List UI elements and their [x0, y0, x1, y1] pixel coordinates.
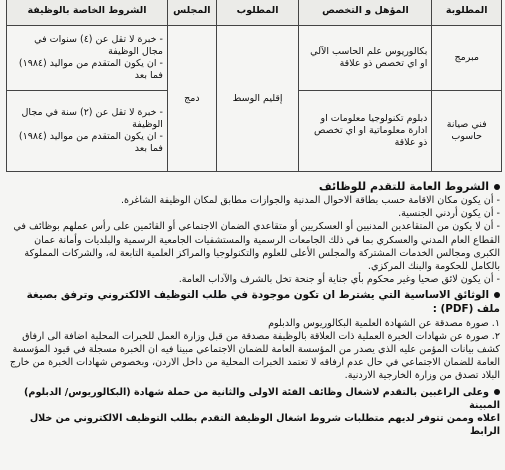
documents-heading — [6, 289, 500, 316]
documents-heading-text: الوثائق الاساسية التي يشترط ان تكون موجودة في طلب التوظيف الالكتروني وترفق بصيغة ملف (PDF) : — [26, 289, 500, 316]
general-item: - أن يكون لائق صحيا وغير محكوم بأي جناية أو جنحة تخل بالشرف والآداب العامة. — [178, 274, 500, 286]
condition-line: - ان يكون المتقدم من مواليد (١٩٨٤) فما بعد — [18, 131, 163, 154]
header-qualification: المؤهل و التخصص — [299, 0, 432, 26]
header-job-title: المطلوبة — [432, 0, 502, 26]
cell-region: إقليم الوسط — [216, 26, 299, 172]
cell-job-title: مبرمج — [432, 26, 502, 91]
header-governorate: المجلس — [167, 0, 216, 26]
cell-job-title: فني صيانة حاسوب — [432, 91, 502, 172]
document-item: ١. صورة مصدقة عن الشهادة العلمية البكالوريوس والدبلوم — [268, 317, 500, 329]
cell-conditions — [7, 91, 168, 172]
header-conditions: الشروط الخاصة بالوظيفة — [7, 0, 168, 26]
bullet-icon — [494, 389, 500, 395]
closing-line-1: وعلى الراغبين بالتقدم لاشغال وظائف الفئة الاولى والثانية من حملة شهادة (البكالوريوس/ الدبلوم) المبينة — [24, 386, 500, 411]
cell-qualification: بكالوريوس علم الحاسب الآلي او اي تخصص ذو علاقة — [299, 26, 432, 91]
general-conditions-heading — [6, 180, 500, 194]
condition-line: - خبرة لا تقل عن (٤) سنوات في مجال الوظيفة — [34, 34, 163, 57]
header-region: المطلوب — [216, 0, 299, 26]
condition-line: - خبرة لا تقل عن (٢) سنة في مجال الوظيفة — [21, 107, 163, 130]
general-item: - أن يكون مكان الاقامة حسب بطاقة الاحوال المدنية والجوازات مطابق لمكان الوظيفة الشاغرة. — [121, 195, 500, 206]
document-item: ٢. صورة عن شهادات الخبرة العملية ذات العلاقة بالوظيفة مصدقة من قبل وزارة العمل للخبرات المحلية اضافة الى ارفاق كشف بيانات المؤمن عليه الذي يصدر من المؤسسة العامة للضمان الاجتماعي مبينا فيه ان الخبرة مسجلة في قيود المؤسسة العامة للضمان الاجتماعي في حال عدم ارفاقه لا تعتمد الخبرات المحلية من داخل الاردن، وبخصوص شهادات الخبرة من خارج البلاد تصدق من وزارة الخارجية الاردنية. — [9, 330, 500, 382]
table-row — [7, 26, 502, 91]
cell-qualification: دبلوم تكنولوجيا معلومات او ادارة معلوماتية او اي تخصص ذو علاقة — [299, 91, 432, 172]
general-item: - أن لا يكون من المتقاعدين المدنيين أو العسكريين أو متقاعدي الضمان الاجتماعي أو القائمين على رأس عملهم بوظائف في القطاع العام المدني والعسكري بما في ذلك الجامعات الرسمية والمستشفيات الجامعية الرسمية والبلديات وأمانة عمان الكبرى ومجالس الخدمات المشتركة والمجلس الأعلى للعلوم والتكنولوجيا والمراكز العلمية التابعة له، والشركات المملوكة بالكامل للحكومة والبنك المركزي. — [13, 221, 500, 273]
closing-line — [6, 386, 500, 412]
bullet-icon — [494, 184, 500, 190]
bullet-icon — [494, 292, 500, 298]
condition-line: - ان يكون المتقدم من مواليد (١٩٨٤) فما بعد — [18, 58, 163, 81]
announcement-text — [6, 178, 500, 438]
jobs-table — [6, 0, 502, 172]
cell-conditions — [7, 26, 168, 91]
general-heading-text: الشروط العامة للتقدم للوظائف — [318, 180, 489, 193]
table-header-row — [7, 0, 502, 26]
closing-line-2: اعلاه وممن تتوفر لديهم متطلبات شروط اشغال الوظيفة التقدم بطلب التوظيف الالكتروني من خلال الرابط — [29, 413, 500, 438]
general-item: - أن يكون أردني الجنسية. — [398, 208, 500, 220]
cell-governorate: دمج — [167, 26, 216, 172]
